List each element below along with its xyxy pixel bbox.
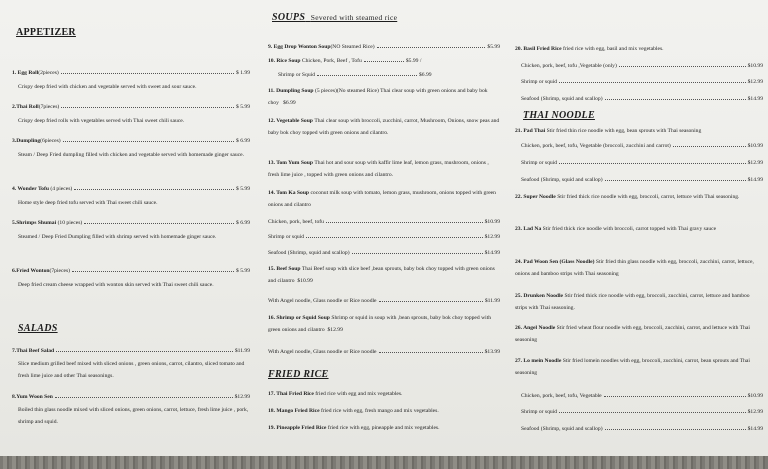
item-name: 24. Pad Woon Sen (Glass Noodle) (515, 259, 595, 265)
item-price: $ 5.99 (236, 186, 250, 192)
item-description: Steamed / Deep Fried Dumpling filled with shrimp served with homemade ginger sauce. (18, 234, 217, 240)
item-price: $12.99 (747, 79, 763, 85)
item-description: Thai hot and sour soup with kaffir lime leaf, lemon grass, mushroom, onions , fresh lime juice , topped with green onions and cilantro. (268, 160, 489, 178)
item-note: Chicken, pork, beef, tofu, Vegetable (521, 393, 602, 399)
item-name: 11. Dumpling Soup (268, 88, 314, 94)
item-name: 19. Pineapple Fried Rice (268, 425, 327, 431)
fried-rice-heading: FRIED RICE (268, 369, 329, 380)
menu-item (515, 126, 763, 136)
menu-item-variant (515, 61, 763, 71)
menu-item (515, 192, 763, 204)
item-price: $14.99 (747, 177, 763, 183)
item-description: Stir fried thin glass noodle with egg, broccoli, zucchini, carrot, lettuce, onions and bamboo strips with Thai seasoning (515, 259, 754, 277)
item-price: $ 6.99 (236, 220, 250, 226)
item-name: 26. Angel Noodle (515, 325, 556, 331)
item-note: Seafood (Shrimp, squid and scallop) (521, 177, 603, 183)
menu-item (268, 264, 500, 287)
item-price: $10.99 (747, 143, 763, 149)
item-description: coconut milk soup with tomato, lemon grass, mushroom, onions topped with green onions and cilantro (268, 190, 496, 208)
item-price: $10.99 (297, 277, 313, 284)
item-description: Stir fried thin rice noodle with egg, bean sprouts with Thai seasoning (546, 128, 702, 134)
item-price: $ 5.99 (236, 268, 250, 274)
item-name: 1. Egg Roll (12, 70, 39, 76)
item-price: $12.99 (234, 394, 250, 400)
item-name: 14. Tom Ka Soup (268, 190, 310, 196)
item-description: Thai Beef soup with slice beef ,bean sprouts, baby bok choy topped with green onions and cilantro (268, 266, 495, 284)
menu-item (12, 102, 250, 128)
item-name: 7.Thai Beef Salad (12, 348, 55, 354)
menu-item-variant (268, 70, 500, 80)
item-price: $6.99 (283, 99, 296, 106)
menu-item (268, 86, 500, 109)
menu-item-variant (515, 77, 763, 87)
item-note: Shrimp or Squid (278, 72, 315, 78)
menu-item (268, 116, 500, 139)
item-note: Shrimp or squid (521, 160, 558, 166)
soups-heading (272, 12, 397, 23)
item-note: Chicken, pork, beef, tofu ,Vegetable (only) (521, 63, 617, 69)
appetizer-heading: APPETIZER (16, 27, 76, 38)
item-name: 25. Drunken Noodle (515, 293, 564, 299)
menu-item (515, 44, 763, 54)
item-price: $ 5.99 (236, 104, 250, 110)
menu-item (268, 42, 500, 52)
item-price: $10.99 (484, 219, 500, 225)
item-price: $14.99 (747, 426, 763, 432)
item-note: With Angel noodle, Glass noodle or Rice noodle (268, 298, 377, 304)
item-description: (5 pieces)(No steamed Rice) Thai clear soup with green onions and baby bok choy (268, 88, 488, 106)
item-description: Stir fried thick rice noodle with egg, broccoli, carrot, lettuce with Thai seasoning. (557, 194, 740, 200)
item-price: $12.99 (747, 409, 763, 415)
item-name: 4. Wonder Tofu (12, 186, 49, 192)
item-note: Seafood (Shrimp, squid and scallop) (521, 96, 603, 102)
menu-item (268, 158, 500, 181)
item-name: 8.Yum Woon Sen (12, 394, 53, 400)
item-name: 10. Rice Soup (268, 58, 301, 64)
menu-item (12, 392, 250, 428)
thai-noodle-heading: THAI NOODLE (523, 110, 595, 121)
item-name: 2.Thai Roll (12, 104, 39, 110)
item-name: 20. Basil Fried Rice (515, 46, 562, 52)
menu-item (268, 389, 500, 399)
menu-item (515, 323, 763, 346)
item-description: Boiled thin glass noodle mixed with sliced onions, green onions, carrot, lettuce, fresh lime juice , pork, shrimp and squid. (18, 407, 249, 425)
item-description: Stir fried thick rice noodle with egg, broccoli, zucchini, carrot, lettuce and bamboo strips with Thai seasoning. (515, 293, 750, 311)
menu-item-variant (268, 296, 500, 306)
soups-heading-text: SOUPS (272, 12, 306, 23)
item-description: Slice medium grilled beef mixed with sliced onions , green onions, carrot, cilantro, sliced tomato and fresh lime juice and other Thai seasonings. (18, 361, 245, 379)
item-note: With Angel noodle, Glass noodle or Rice noodle (268, 349, 377, 355)
item-name: 22. Super Noodle (515, 194, 556, 200)
item-description: Stir fried lomein noodles with egg, broccoli, zucchini, carrot, bean sprouts and Thai seasoning (515, 358, 750, 376)
item-description: Deep fried cream cheese wrapped with wonton skin served with Thai sweet chili sauce. (18, 282, 214, 288)
soups-subheading: Severed with steamed rice (310, 13, 398, 22)
item-name: 5.Shrimps Shumai (12, 220, 57, 226)
menu-item-variant (515, 158, 763, 168)
menu-item (12, 68, 250, 94)
item-note: Shrimp or squid (521, 409, 558, 415)
item-note: Chicken, Pork, Beef , Tofu (301, 58, 362, 64)
item-name: 17. Thai Fried Rice (268, 391, 314, 397)
item-price: $12.99 (484, 234, 500, 240)
item-name: 27. Lo mein Noodle (515, 358, 562, 364)
menu-item-variant (515, 407, 763, 417)
menu-item (515, 224, 763, 236)
item-description: Crispy deep fried rolls with vegetables served with Thai sweet chili sauce. (18, 118, 185, 124)
menu-item-variant (268, 232, 500, 242)
menu-column-right (515, 0, 763, 456)
salads-heading: SALADS (18, 323, 58, 334)
item-price: $11.99 (484, 298, 500, 304)
menu-item-variant (268, 347, 500, 357)
item-note: (4 pieces) (50, 186, 73, 192)
item-name: 6.Fried Wonton (12, 268, 50, 274)
menu-item-variant (515, 94, 763, 104)
menu-item (515, 291, 763, 314)
item-description: Home style deep fried tofu served with Thai sweet chili sauce. (18, 200, 158, 206)
menu-column-middle (268, 0, 500, 456)
menu-item-variant (268, 248, 500, 258)
menu-item (268, 313, 500, 336)
item-note: (10 pieces) (57, 220, 83, 226)
item-description: Steam / Deep Fried dumpling filled with chicken and vegetable served with homemade ginger sauce. (18, 152, 245, 158)
item-name: 3.Dumpling (12, 138, 41, 144)
menu-item-variant (515, 424, 763, 434)
item-name: 23. Lad Na (515, 226, 542, 232)
menu-item (515, 257, 763, 280)
menu-item (12, 136, 250, 162)
item-name: 13. Tom Yum Soup (268, 160, 313, 166)
item-name: 18. Mango Fried Rice (268, 408, 320, 414)
item-price: $6.99 (419, 72, 432, 78)
menu-item-variant (515, 141, 763, 151)
carpet-background (0, 456, 768, 469)
item-price: $14.99 (484, 250, 500, 256)
menu-item (12, 266, 250, 292)
item-price: $ 6.99 (236, 138, 250, 144)
menu-item-variant (515, 175, 763, 185)
menu-item-variant (268, 217, 500, 227)
item-description: fried rice with egg, fresh mango and mix vegetables. (320, 408, 439, 414)
item-name: 12. Vegetable Soup (268, 118, 313, 124)
menu-item (268, 423, 500, 433)
item-description: fried rice with egg, basil and mix vegetables. (563, 46, 664, 52)
item-name: 15. Beef Soup (268, 266, 301, 272)
item-price: $12.99 (327, 326, 343, 333)
item-price: $10.99 (747, 63, 763, 69)
menu-column-left (12, 0, 250, 456)
item-note: (7pieces) (38, 104, 60, 110)
menu-item (515, 356, 763, 379)
menu-item (12, 184, 250, 210)
menu-item-variant (515, 391, 763, 401)
item-price: $5.99 (487, 44, 500, 50)
item-note: Chicken, pork, beef, tofu, Vegetable (broccoli, zucchini and carrot) (521, 143, 671, 149)
item-price: $ 1.99 (236, 70, 250, 76)
menu-item (268, 188, 500, 211)
item-note: Seafood (Shrimp, squid and scallop) (521, 426, 603, 432)
item-description: Stir fried wheat flour noodle with egg, broccoli, zucchini, carrot, and lettuce with Thai seasoning (515, 325, 750, 343)
item-note: (7pieces) (49, 268, 71, 274)
menu-item (12, 218, 250, 244)
menu-item (268, 406, 500, 416)
item-price: $5.99 / (405, 58, 422, 64)
item-description: Thai clear soup with broccoli, zucchini, carrot, Mushroom, Onions, snow peas and baby bok choy topped with green onions and cilantro. (268, 118, 500, 136)
item-description: fried rice with egg, pineapple and mix vegetables. (327, 425, 440, 431)
item-note: Shrimp or squid (521, 79, 558, 85)
item-description: Crispy deep fried with chicken and vegetable served with sweet and sour sauce. (18, 84, 197, 90)
item-price: $12.99 (747, 160, 763, 166)
item-note: (2pieces) (38, 70, 59, 76)
item-note: Shrimp or squid (268, 234, 305, 240)
item-note: (6pieces) (40, 138, 61, 144)
item-description: Stir fried thick rice noodle with broccoli, carrot topped with Thai gravy sauce (542, 226, 717, 232)
item-price: $11.99 (234, 348, 250, 354)
item-name: 16. Shrimp or Squid Soup (268, 315, 330, 321)
item-name: 21. Pad Thai (515, 128, 546, 134)
item-note: Chicken, pork, beef, tofu (268, 219, 324, 225)
item-description: Shrimp or squid in soup with ,bean sprouts, baby bok choy topped with green onions and cilantro (268, 315, 492, 333)
menu-item (12, 346, 250, 382)
item-name: 9. Egg Drop Wonton Soup (268, 44, 331, 50)
item-price: $13.99 (484, 349, 500, 355)
item-price: $14.99 (747, 96, 763, 102)
item-note: Seafood (Shrimp, squid and scallop) (268, 250, 350, 256)
item-note: (NO Steamed Rice) (330, 44, 375, 50)
item-price: $10.99 (747, 393, 763, 399)
item-description: fried rice with egg and mix vegetables. (315, 391, 403, 397)
menu-item (268, 56, 500, 66)
